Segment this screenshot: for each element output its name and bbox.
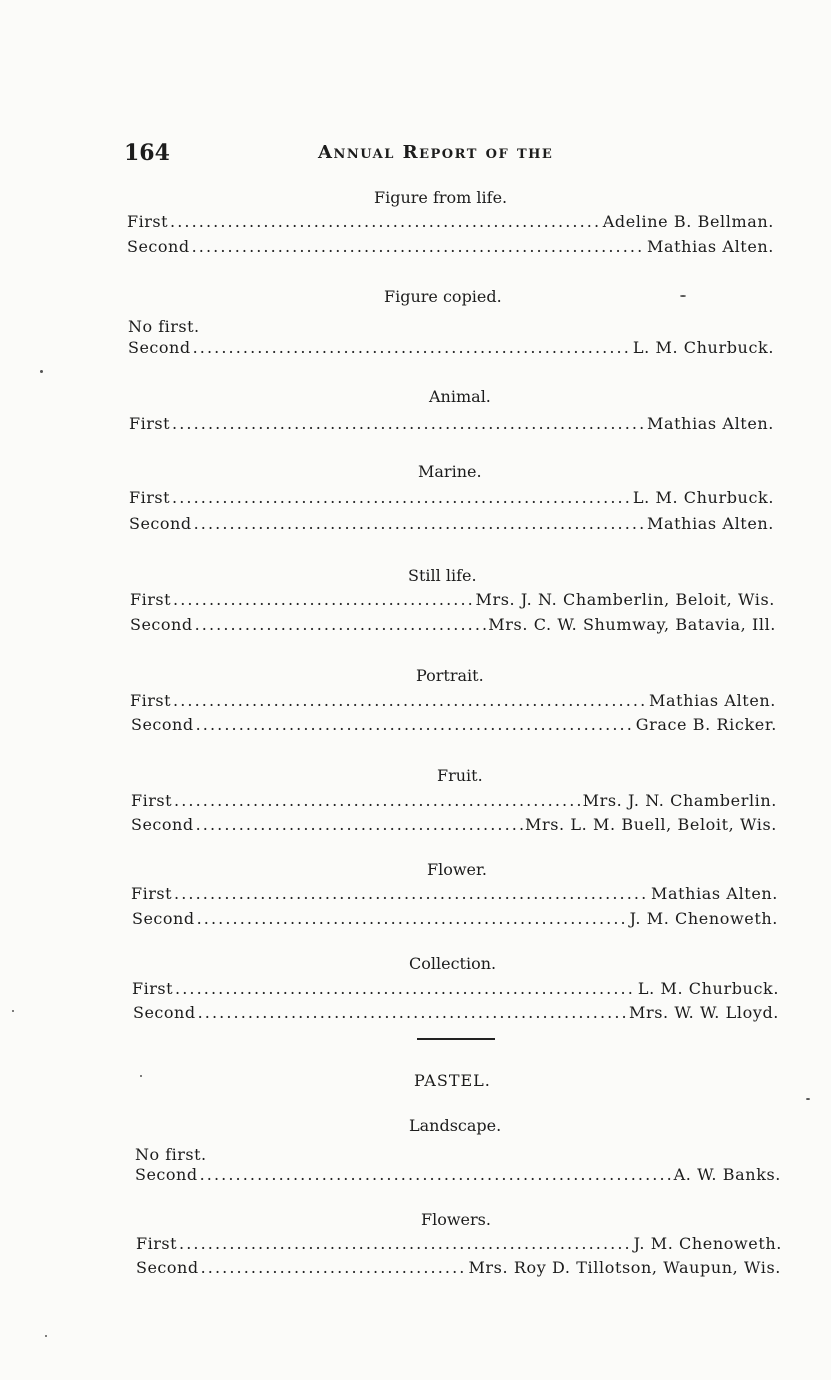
dot-leader (197, 909, 628, 928)
award-winner: Mathias Alten. (647, 414, 774, 433)
paper-speck (680, 295, 686, 297)
award-row (129, 514, 774, 536)
award-row (132, 979, 779, 1001)
award-place: First (127, 212, 169, 231)
award-winner: J. M. Chenoweth. (629, 909, 778, 928)
award-place: First (129, 488, 171, 507)
award-row (127, 237, 774, 259)
award-place: First (129, 414, 171, 433)
section-heading: Marine. (418, 462, 482, 481)
award-place: First (130, 691, 172, 710)
dot-leader (200, 1165, 672, 1184)
paper-speck (40, 370, 43, 373)
section-heading: Still life. (408, 566, 477, 585)
award-place: Second (127, 237, 190, 256)
paper-speck (806, 1098, 810, 1100)
dot-leader (172, 414, 645, 433)
section-heading: Collection. (409, 954, 497, 973)
award-row (128, 338, 774, 360)
section-heading: Flowers. (421, 1210, 491, 1229)
page-number: 164 (124, 140, 170, 166)
dot-leader (174, 791, 581, 810)
section-heading: Landscape. (409, 1116, 502, 1135)
page-header (124, 140, 784, 170)
section-heading: Portrait. (416, 666, 484, 685)
award-place: First (131, 791, 173, 810)
award-winner: Mrs. W. W. Lloyd. (629, 1003, 779, 1022)
award-winner: L. M. Churbuck. (637, 979, 779, 998)
award-row (135, 1165, 781, 1187)
dot-leader (196, 815, 523, 834)
award-row (132, 909, 778, 931)
dot-leader (173, 590, 473, 609)
award-place: First (136, 1234, 178, 1253)
award-winner: A. W. Banks. (673, 1165, 781, 1184)
award-row (127, 212, 774, 234)
award-row (130, 691, 776, 713)
award-winner: L. M. Churbuck. (632, 338, 774, 357)
section-divider (417, 1038, 495, 1040)
award-row (130, 590, 775, 612)
award-winner: Mrs. J. N. Chamberlin, Beloit, Wis. (475, 590, 775, 609)
dot-leader (192, 237, 645, 256)
dot-leader (201, 1258, 467, 1277)
award-place: Second (135, 1165, 198, 1184)
section-heading: Fruit. (437, 766, 483, 785)
no-first-note: No first. (128, 317, 200, 336)
dot-leader (179, 1234, 632, 1253)
dot-leader (194, 514, 645, 533)
award-winner: Mrs. Roy D. Tillotson, Waupun, Wis. (468, 1258, 781, 1277)
award-winner: Mrs. L. M. Buell, Beloit, Wis. (525, 815, 777, 834)
dot-leader (170, 212, 601, 231)
dot-leader (174, 884, 649, 903)
section-heading: Figure from life. (374, 188, 508, 207)
award-row (133, 1003, 779, 1025)
award-row (131, 884, 778, 906)
award-place: Second (128, 338, 191, 357)
paper-speck (45, 1335, 47, 1337)
award-place: Second (133, 1003, 196, 1022)
award-row (131, 815, 777, 837)
award-winner: Mrs. C. W. Shumway, Batavia, Ill. (488, 615, 776, 634)
award-winner: Mathias Alten. (651, 884, 778, 903)
award-winner: Mathias Alten. (647, 237, 774, 256)
dot-leader (172, 488, 631, 507)
dot-leader (198, 1003, 627, 1022)
award-place: Second (132, 909, 195, 928)
award-winner: Grace B. Ricker. (635, 715, 777, 734)
dot-leader (175, 979, 636, 998)
running-head: Annual Report of the (318, 142, 554, 163)
section-heading: Figure copied. (384, 287, 502, 306)
dot-leader (196, 715, 634, 734)
award-winner: J. M. Chenoweth. (633, 1234, 782, 1253)
award-place: First (132, 979, 174, 998)
award-row (130, 615, 776, 637)
award-place: First (131, 884, 173, 903)
pastel-section-title: PASTEL. (414, 1071, 491, 1090)
paper-speck (140, 1075, 142, 1077)
award-row (131, 791, 777, 813)
award-place: Second (129, 514, 192, 533)
award-row (136, 1234, 782, 1256)
dot-leader (193, 338, 631, 357)
award-place: Second (136, 1258, 199, 1277)
award-place: First (130, 590, 172, 609)
section-heading: Flower. (427, 860, 487, 879)
award-place: Second (130, 615, 193, 634)
section-heading: Animal. (429, 387, 491, 406)
award-winner: Mathias Alten. (647, 514, 774, 533)
award-row (129, 414, 774, 436)
award-row (136, 1258, 781, 1280)
no-first-note: No first. (135, 1145, 207, 1164)
award-place: Second (131, 815, 194, 834)
paper-speck (12, 1010, 14, 1012)
award-winner: L. M. Churbuck. (632, 488, 774, 507)
award-winner: Mathias Alten. (649, 691, 776, 710)
dot-leader (173, 691, 647, 710)
award-row (129, 488, 774, 510)
award-winner: Mrs. J. N. Chamberlin. (582, 791, 777, 810)
dot-leader (195, 615, 487, 634)
award-place: Second (131, 715, 194, 734)
award-row (131, 715, 777, 737)
award-winner: Adeline B. Bellman. (602, 212, 774, 231)
